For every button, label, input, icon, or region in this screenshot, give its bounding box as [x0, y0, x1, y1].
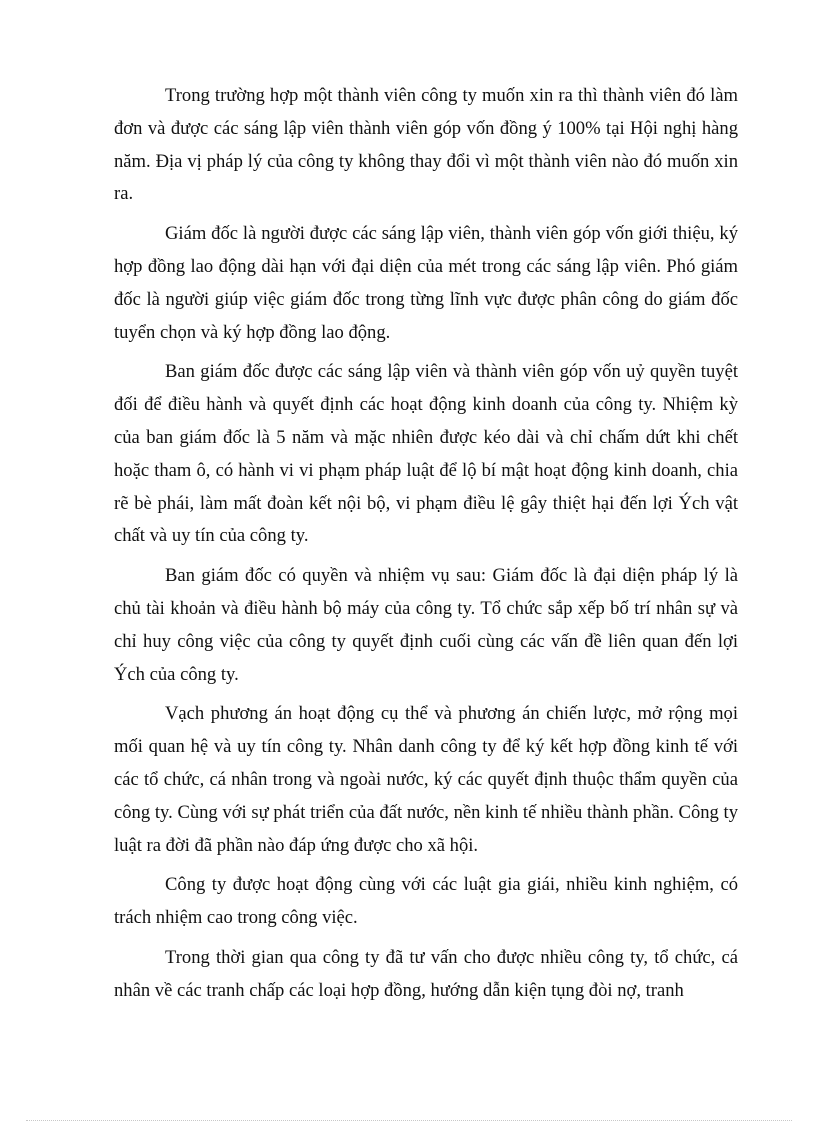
paragraph-7: Trong thời gian qua công ty đã tư vấn cho được nhiều công ty, tổ chức, cá nhân về các tranh chấp các loại hợp đồng, hướng dẫn kiện tụng đòi nợ, tranh [114, 946, 738, 1001]
paragraph-5: Vạch phương án hoạt động cụ thể và phương án chiến lược, mở rộng mọi mối quan hệ và uy tín công ty. Nhân danh công ty để ký kết hợp đồng kinh tế với các tổ chức, cá nhân trong và ngoài nước, ký các quyết định thuộc thẩm quyền của công ty. Cùng với sự phát triển của đất nước, nền kinh tế nhiều thành phần. Công ty luật ra đời đã phần nào đáp ứng được cho xã hội. [114, 703, 738, 856]
document-body [114, 80, 738, 1015]
paragraph-6: Công ty được hoạt động cùng với các luật gia giái, nhiều kinh nghiệm, có trách nhiệm cao trong công việc. [114, 874, 738, 929]
paragraph-4: Ban giám đốc có quyền và nhiệm vụ sau: Giám đốc là đại diện pháp lý là chủ tài khoản và điều hành bộ máy của công ty. Tổ chức sắp xếp bố trí nhân sự và chỉ huy công việc của công ty quyết định cuối cùng các vấn đề liên quan đến lợi Ých của công ty. [114, 565, 738, 685]
paragraph-2: Giám đốc là người được các sáng lập viên, thành viên góp vốn giới thiệu, ký hợp đồng lao động dài hạn với đại diện của mét trong các sáng lập viên. Phó giám đốc là người giúp việc giám đốc trong từng lĩnh vực được phân công do giám đốc tuyển chọn và ký hợp đồng lao động. [114, 223, 738, 343]
paragraph-1: Trong trường hợp một thành viên công ty muốn xin ra thì thành viên đó làm đơn và được các sáng lập viên thành viên góp vốn đồng ý 100% tại Hội nghị hàng năm. Địa vị pháp lý của công ty không thay đổi vì một thành viên nào đó muốn xin ra. [114, 85, 738, 205]
paragraph-3: Ban giám đốc được các sáng lập viên và thành viên góp vốn uỷ quyền tuyệt đối để điều hành và quyết định các hoạt động kinh doanh của công ty. Nhiệm kỳ của ban giám đốc là 5 năm và mặc nhiên được kéo dài và chỉ chấm dứt khi chết hoặc tham ô, có hành vi vi phạm pháp luật để lộ bí mật hoạt động kinh doanh, chia rẽ bè phái, làm mất đoàn kết nội bộ, vi phạm điều lệ gây thiệt hại đến lợi Ých vật chất và uy tín của công ty. [114, 361, 738, 547]
page-bottom-divider [26, 1120, 792, 1121]
